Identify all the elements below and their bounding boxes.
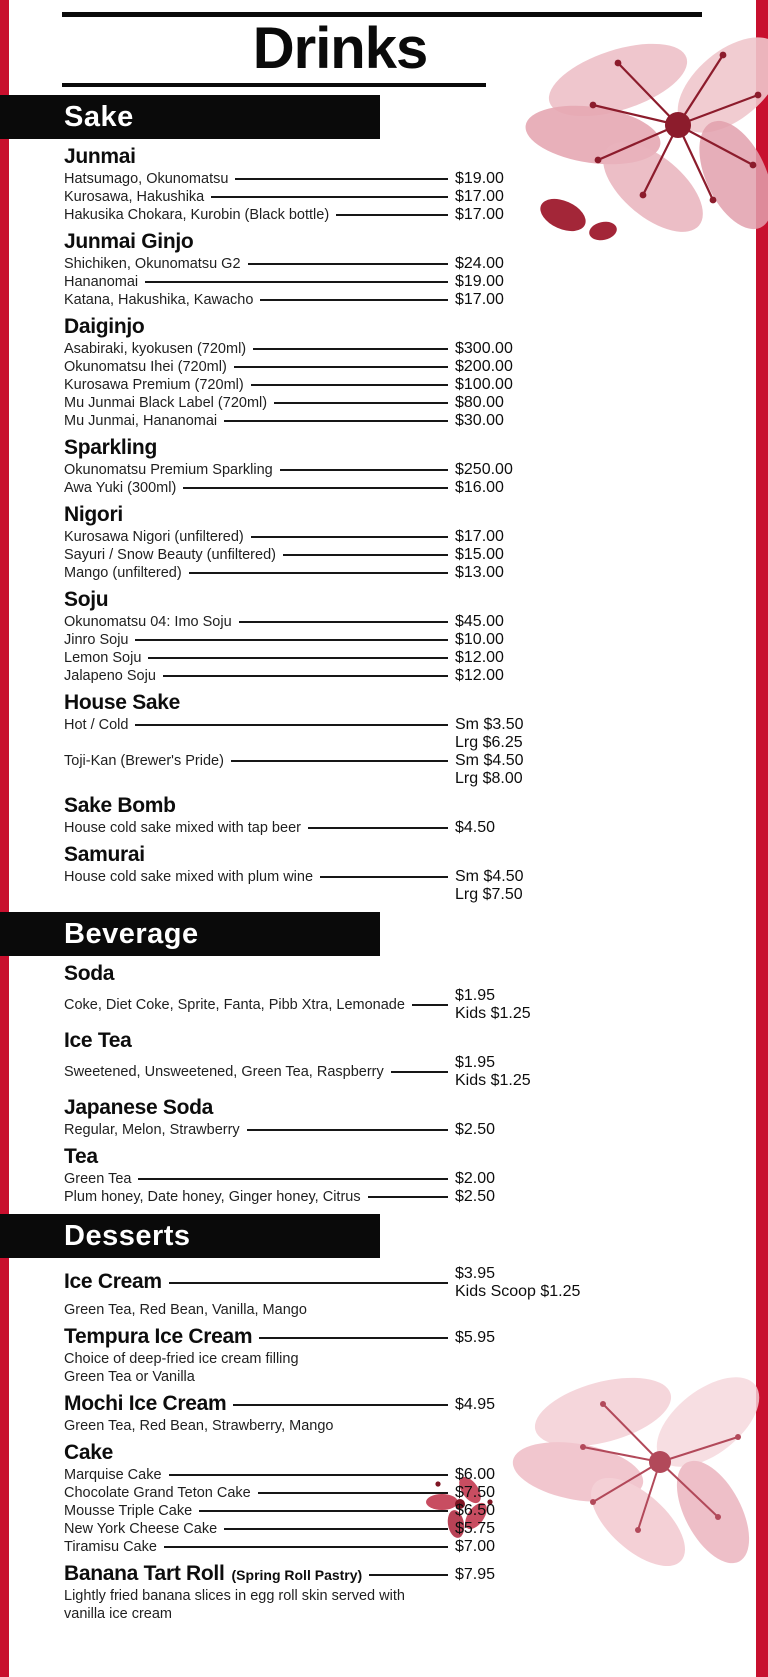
menu-item-row [64, 1188, 713, 1206]
price: $4.95 [455, 1396, 496, 1413]
menu-item-row [64, 412, 713, 430]
price-stack [455, 291, 713, 309]
group-heading: Ice Tea [64, 1029, 132, 1052]
price-stack [455, 613, 713, 631]
price: $200.00 [455, 358, 513, 375]
menu-item-name: Hananomai [64, 274, 139, 290]
price-stack [455, 868, 713, 904]
group-heading: Sake Bomb [64, 794, 176, 817]
price: $24.00 [455, 255, 504, 272]
menu-item-name: Asabiraki, kyokusen (720ml) [64, 341, 247, 357]
price: Lrg $6.25 [455, 734, 523, 751]
menu-root [0, 95, 768, 1623]
price: $6.00 [455, 1466, 496, 1483]
menu-group [64, 844, 713, 904]
price-leader-line [248, 263, 448, 265]
menu-group [64, 1097, 713, 1139]
menu-item-name: Hatsumago, Okunomatsu [64, 171, 229, 187]
menu-item-row [64, 716, 713, 752]
price-stack [455, 1170, 713, 1188]
menu-item-row [64, 170, 713, 188]
group-description: vanilla ice cream [64, 1606, 172, 1622]
title-under-rule [62, 83, 486, 87]
menu-item-row [64, 987, 713, 1023]
price: $2.00 [455, 1170, 496, 1187]
menu-item-row [64, 340, 713, 358]
menu-item-row [64, 1466, 713, 1484]
menu-item-name: Coke, Diet Coke, Sprite, Fanta, Pibb Xtra, Lemonade [64, 997, 405, 1013]
section-bar-sake [0, 95, 380, 139]
price-leader-line [368, 1196, 448, 1198]
price: Sm $4.50 [455, 868, 524, 885]
price-leader-line [412, 1004, 448, 1006]
price: Lrg $8.00 [455, 770, 523, 787]
menu-item-row [64, 1502, 713, 1520]
group-heading-note: (Spring Roll Pastry) [231, 1567, 363, 1583]
menu-item-name: House cold sake mixed with tap beer [64, 820, 301, 836]
menu-item-name: Awa Yuki (300ml) [64, 480, 177, 496]
menu-item-name: Okunomatsu 04: Imo Soju [64, 614, 232, 630]
group-heading-row [64, 589, 713, 613]
title-wrap [0, 17, 680, 81]
section-label-beverage: Beverage [64, 917, 199, 950]
price: $17.00 [455, 528, 504, 545]
group-description: Lightly fried banana slices in egg roll skin served with [64, 1588, 405, 1604]
price: $13.00 [455, 564, 504, 581]
menu-item-name: Kurosawa Nigori (unfiltered) [64, 529, 244, 545]
group-heading: Junmai [64, 145, 136, 168]
section-label-desserts: Desserts [64, 1219, 191, 1252]
price-leader-line [280, 469, 448, 471]
group-heading-row [64, 1146, 713, 1170]
price-leader-line [391, 1071, 448, 1073]
menu-group [64, 504, 713, 582]
price-stack [455, 1396, 713, 1414]
menu-item-row [64, 564, 713, 582]
price: $16.00 [455, 479, 504, 496]
group-heading-row [64, 1097, 713, 1121]
group-heading-row [64, 316, 713, 340]
price: Kids Scoop $1.25 [455, 1283, 581, 1300]
price-leader-line [253, 348, 448, 350]
price: $5.75 [455, 1520, 496, 1537]
menu-item-name: Kurosawa Premium (720ml) [64, 377, 244, 393]
price-stack [455, 1484, 713, 1502]
menu-item-name: Katana, Hakushika, Kawacho [64, 292, 254, 308]
group-heading-row [64, 1030, 713, 1054]
menu-item-row [64, 394, 713, 412]
price: Kids $1.25 [455, 1005, 531, 1022]
price-leader-line [138, 1178, 448, 1180]
menu-item-name: Okunomatsu Premium Sparkling [64, 462, 273, 478]
menu-item-name: Toji-Kan (Brewer's Pride) [64, 753, 224, 769]
menu-item-row [64, 273, 713, 291]
menu-item-name: Hot / Cold [64, 717, 129, 733]
price: $12.00 [455, 649, 504, 666]
menu-group [64, 437, 713, 497]
price-stack [455, 987, 713, 1023]
group-heading-row [64, 1442, 713, 1466]
menu-group [64, 692, 713, 788]
price-leader-line [199, 1510, 448, 1512]
price-stack [455, 461, 713, 479]
price: $7.95 [455, 1566, 496, 1583]
price-stack [455, 1466, 713, 1484]
price-leader-line [211, 196, 448, 198]
group-heading: Soda [64, 962, 115, 985]
price-stack [455, 752, 713, 788]
menu-group [64, 963, 713, 1023]
price-stack [455, 649, 713, 667]
menu-item-row [64, 528, 713, 546]
price-leader-line [231, 760, 448, 762]
price-leader-line [336, 214, 448, 216]
price: $100.00 [455, 376, 513, 393]
group-heading-row [64, 1393, 713, 1417]
price-stack [455, 206, 713, 224]
menu-item-name: Shichiken, Okunomatsu G2 [64, 256, 241, 272]
menu-item-row [64, 546, 713, 564]
group-heading-row [64, 1563, 713, 1587]
section-label-sake: Sake [64, 100, 134, 133]
group-heading: Daiginjo [64, 315, 145, 338]
menu-item-row [64, 358, 713, 376]
price: Kids $1.25 [455, 1072, 531, 1089]
price: $300.00 [455, 340, 513, 357]
menu-item-name: New York Cheese Cake [64, 1521, 218, 1537]
menu-item-name: Jinro Soju [64, 632, 129, 648]
price-stack [455, 1502, 713, 1520]
section-bar-desserts [0, 1214, 380, 1258]
section-body-desserts [0, 1265, 768, 1623]
group-heading: Ice Cream [64, 1270, 162, 1293]
menu-item-row [64, 868, 713, 904]
menu-item-row [64, 1170, 713, 1188]
price-stack [455, 1265, 713, 1301]
price-leader-line [224, 1528, 448, 1530]
menu-item-name: Chocolate Grand Teton Cake [64, 1485, 251, 1501]
price-leader-line [320, 876, 448, 878]
price-leader-line [258, 1492, 448, 1494]
price-leader-line [164, 1546, 448, 1548]
group-heading-row [64, 504, 713, 528]
group-heading-row [64, 795, 713, 819]
price-stack [455, 1538, 713, 1556]
menu-item-name: Jalapeno Soju [64, 668, 156, 684]
price: $2.50 [455, 1188, 496, 1205]
price-leader-line [308, 827, 448, 829]
price-stack [455, 376, 713, 394]
price-leader-line [163, 675, 448, 677]
price-leader-line [235, 178, 448, 180]
group-description: Green Tea or Vanilla [64, 1369, 195, 1385]
price: $17.00 [455, 206, 504, 223]
menu-group [64, 1442, 713, 1556]
menu-group [64, 1563, 713, 1623]
menu-group [64, 1326, 713, 1386]
price-leader-line [135, 639, 448, 641]
price-leader-line [247, 1129, 448, 1131]
menu-group [64, 1030, 713, 1090]
group-heading: Sparkling [64, 436, 157, 459]
menu-item-row [64, 1520, 713, 1538]
group-heading: Nigori [64, 503, 123, 526]
price: $12.00 [455, 667, 504, 684]
group-heading: Mochi Ice Cream [64, 1392, 227, 1415]
price-stack [455, 273, 713, 291]
group-heading: Cake [64, 1441, 114, 1464]
menu-item-row [64, 613, 713, 631]
group-heading: Japanese Soda [64, 1096, 214, 1119]
menu-item-name: Tiramisu Cake [64, 1539, 157, 1555]
menu-item-name: Regular, Melon, Strawberry [64, 1122, 240, 1138]
price: $19.00 [455, 170, 504, 187]
menu-group [64, 795, 713, 837]
menu-group [64, 589, 713, 685]
price-leader-line [224, 420, 448, 422]
group-heading-row [64, 844, 713, 868]
price: $30.00 [455, 412, 504, 429]
page-title: Drinks [252, 16, 428, 81]
menu-item-name: Mu Junmai Black Label (720ml) [64, 395, 268, 411]
menu-item-row [64, 255, 713, 273]
price-stack [455, 667, 713, 685]
price-stack [455, 1054, 713, 1090]
price-stack [455, 1329, 713, 1347]
price: Lrg $7.50 [455, 886, 523, 903]
menu-item-row [64, 1538, 713, 1556]
price-leader-line [169, 1282, 448, 1284]
section-body-sake [0, 146, 768, 904]
price-stack [455, 255, 713, 273]
menu-item-row [64, 291, 713, 309]
price-stack [455, 631, 713, 649]
section-body-beverage [0, 963, 768, 1206]
price-leader-line [169, 1474, 448, 1476]
menu-item-row [64, 752, 713, 788]
price-stack [455, 546, 713, 564]
group-heading: House Sake [64, 691, 181, 714]
menu-item-row [64, 1054, 713, 1090]
group-description: Green Tea, Red Bean, Vanilla, Mango [64, 1302, 307, 1318]
group-heading: Soju [64, 588, 109, 611]
group-heading-row [64, 1265, 713, 1301]
price: $250.00 [455, 461, 513, 478]
price: $4.50 [455, 819, 496, 836]
menu-group [64, 146, 713, 224]
price-leader-line [239, 621, 448, 623]
price-leader-line [234, 366, 448, 368]
group-heading: Tempura Ice Cream [64, 1325, 253, 1348]
menu-item-name: Mousse Triple Cake [64, 1503, 193, 1519]
price: $7.50 [455, 1484, 496, 1501]
price: $17.00 [455, 188, 504, 205]
price: $6.50 [455, 1502, 496, 1519]
price-leader-line [274, 402, 448, 404]
price-stack [455, 188, 713, 206]
menu-item-row [64, 1121, 713, 1139]
price: $80.00 [455, 394, 504, 411]
menu-item-name: Sayuri / Snow Beauty (unfiltered) [64, 547, 276, 563]
group-heading-row [64, 231, 713, 255]
group-heading-row [64, 146, 713, 170]
price: $15.00 [455, 546, 504, 563]
group-heading: Tea [64, 1145, 98, 1168]
price-leader-line [251, 384, 448, 386]
menu-item-name: Hakusika Chokara, Kurobin (Black bottle) [64, 207, 330, 223]
price: $7.00 [455, 1538, 496, 1555]
price-leader-line [259, 1337, 448, 1339]
price: Sm $4.50 [455, 752, 524, 769]
menu-item-row [64, 188, 713, 206]
menu-item-row [64, 649, 713, 667]
group-heading-row [64, 437, 713, 461]
price-stack [455, 394, 713, 412]
price-stack [455, 564, 713, 582]
price-stack [455, 170, 713, 188]
menu-item-row [64, 1484, 713, 1502]
menu-item-row [64, 667, 713, 685]
price: $17.00 [455, 291, 504, 308]
price-stack [455, 1121, 713, 1139]
menu-item-name: Lemon Soju [64, 650, 142, 666]
price-stack [455, 340, 713, 358]
price-leader-line [145, 281, 448, 283]
price-stack [455, 479, 713, 497]
menu-group [64, 316, 713, 430]
price-leader-line [148, 657, 448, 659]
group-heading: Banana Tart Roll [64, 1562, 225, 1585]
price-leader-line [189, 572, 448, 574]
price-leader-line [260, 299, 448, 301]
group-description: Green Tea, Red Bean, Strawberry, Mango [64, 1418, 334, 1434]
group-heading-row [64, 692, 713, 716]
group-heading: Junmai Ginjo [64, 230, 194, 253]
price-stack [455, 819, 713, 837]
group-heading-row [64, 1326, 713, 1350]
menu-item-row [64, 819, 713, 837]
menu-item-row [64, 479, 713, 497]
menu-item-name: Okunomatsu Ihei (720ml) [64, 359, 227, 375]
menu-item-row [64, 206, 713, 224]
price: $2.50 [455, 1121, 496, 1138]
menu-item-row [64, 461, 713, 479]
price-stack [455, 412, 713, 430]
price-stack [455, 1188, 713, 1206]
price: $3.95 [455, 1265, 496, 1282]
group-heading-row [64, 963, 713, 987]
menu-group [64, 1146, 713, 1206]
price-leader-line [233, 1404, 448, 1406]
price: $45.00 [455, 613, 504, 630]
price-leader-line [251, 536, 448, 538]
price: $10.00 [455, 631, 504, 648]
price: $1.95 [455, 987, 496, 1004]
price: $5.95 [455, 1329, 496, 1346]
group-heading: Samurai [64, 843, 145, 866]
price-stack [455, 528, 713, 546]
menu-item-name: Plum honey, Date honey, Ginger honey, Citrus [64, 1189, 361, 1205]
menu-item-name: Mu Junmai, Hananomai [64, 413, 218, 429]
menu-item-name: Green Tea [64, 1171, 132, 1187]
menu-item-name: House cold sake mixed with plum wine [64, 869, 314, 885]
price-leader-line [283, 554, 448, 556]
group-description: Choice of deep-fried ice cream filling [64, 1351, 299, 1367]
section-bar-beverage [0, 912, 380, 956]
price-stack [455, 1520, 713, 1538]
menu-group [64, 1393, 713, 1435]
price: $19.00 [455, 273, 504, 290]
menu-item-name: Kurosawa, Hakushika [64, 189, 205, 205]
menu-group [64, 1265, 713, 1319]
menu-item-name: Mango (unfiltered) [64, 565, 182, 581]
price-stack [455, 1566, 713, 1584]
menu-item-name: Marquise Cake [64, 1467, 162, 1483]
menu-item-row [64, 376, 713, 394]
menu-group [64, 231, 713, 309]
menu-item-row [64, 631, 713, 649]
price-leader-line [369, 1574, 448, 1576]
price: $1.95 [455, 1054, 496, 1071]
menu-item-name: Sweetened, Unsweetened, Green Tea, Raspberry [64, 1064, 384, 1080]
price: Sm $3.50 [455, 716, 524, 733]
price-leader-line [183, 487, 448, 489]
price-stack [455, 716, 713, 752]
price-stack [455, 358, 713, 376]
price-leader-line [135, 724, 448, 726]
